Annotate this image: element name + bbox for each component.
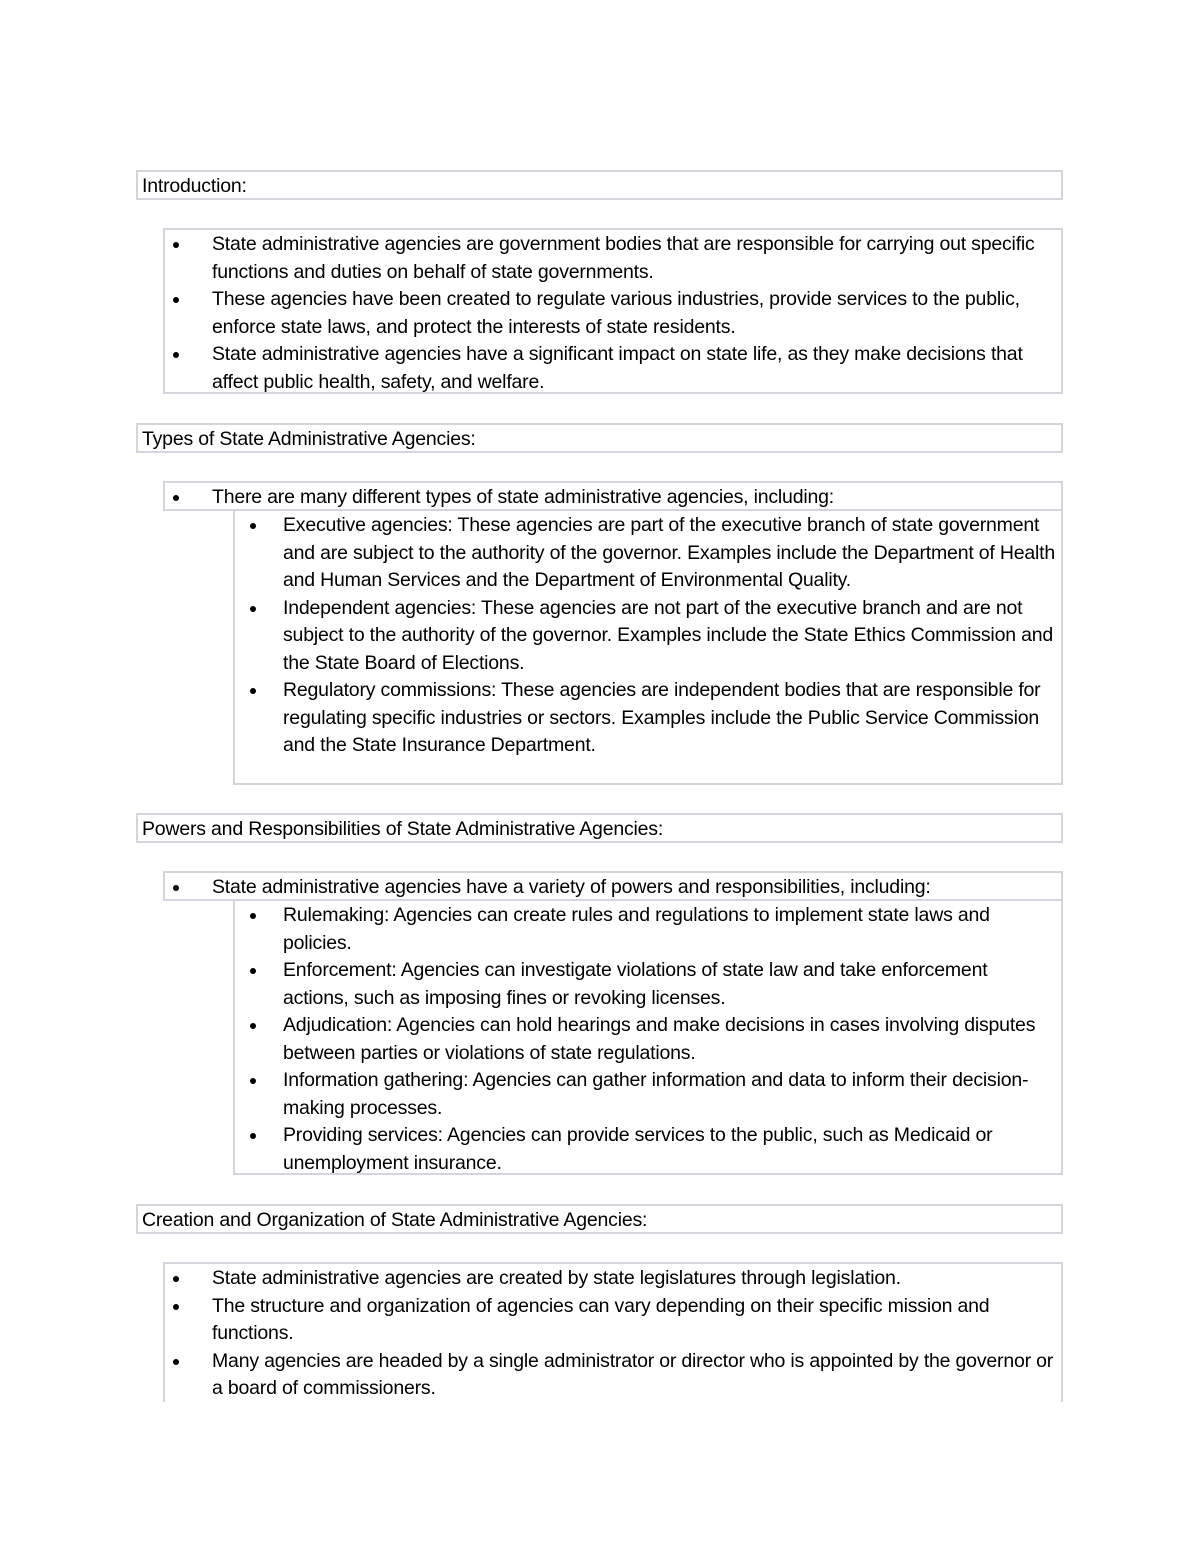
types-intro-list — [163, 481, 1063, 511]
bullet-icon — [250, 606, 256, 612]
list-item: There are many different types of state administrative agencies, including: — [165, 484, 1061, 512]
list-item: Regulatory commissions: These agencies are independent bodies that are responsible for regulating specific industries or sectors. Examples include the Public Service Commission and the State Insurance Department. — [235, 677, 1061, 760]
list-item: Enforcement: Agencies can investigate violations of state law and take enforcement actions, such as imposing fines or revoking licenses. — [235, 957, 1061, 1012]
bullet-icon — [173, 495, 179, 501]
bullet-icon — [173, 1359, 179, 1365]
list-item: Executive agencies: These agencies are part of the executive branch of state government and are subject to the authority of the governor. Examples include the Department of Health and Human Services and the Department of Environmental Quality. — [235, 512, 1061, 595]
bullet-icon — [173, 242, 179, 248]
bullet-icon — [173, 1304, 179, 1310]
bullet-icon — [173, 352, 179, 358]
bullet-icon — [250, 1023, 256, 1029]
list-item: The structure and organization of agencies can vary depending on their specific mission and functions. — [165, 1293, 1061, 1348]
section-heading-powers — [136, 813, 1063, 843]
powers-sublist — [233, 899, 1063, 1175]
types-sublist — [233, 509, 1063, 785]
heading-text: Powers and Responsibilities of State Administrative Agencies: — [142, 818, 664, 840]
section-heading-creation — [136, 1204, 1063, 1234]
bullet-icon — [250, 968, 256, 974]
heading-text: Introduction: — [142, 175, 247, 197]
section-heading-introduction — [136, 170, 1063, 200]
bullet-icon — [250, 1078, 256, 1084]
list-item: State administrative agencies have a significant impact on state life, as they make decisions that affect public health, safety, and welfare. — [165, 341, 1061, 396]
heading-text: Types of State Administrative Agencies: — [142, 428, 476, 450]
bullet-icon — [250, 913, 256, 919]
list-item: These agencies have been created to regulate various industries, provide services to the public, enforce state laws, and protect the interests of state residents. — [165, 286, 1061, 341]
introduction-list — [163, 228, 1063, 394]
creation-list — [163, 1262, 1063, 1402]
list-item: Information gathering: Agencies can gather information and data to inform their decision-making processes. — [235, 1067, 1061, 1122]
list-item: Rulemaking: Agencies can create rules and regulations to implement state laws and policies. — [235, 902, 1061, 957]
list-item: State administrative agencies have a variety of powers and responsibilities, including: — [165, 874, 1061, 902]
bullet-icon — [173, 1276, 179, 1282]
bullet-icon — [173, 297, 179, 303]
bullet-icon — [250, 1133, 256, 1139]
bullet-icon — [250, 688, 256, 694]
section-heading-types — [136, 423, 1063, 453]
list-item: State administrative agencies are created by state legislatures through legislation. — [165, 1265, 1061, 1293]
bullet-icon — [250, 523, 256, 529]
list-item: Independent agencies: These agencies are not part of the executive branch and are not subject to the authority of the governor. Examples include the State Ethics Commission and the State Board of Elections. — [235, 595, 1061, 678]
list-item: Adjudication: Agencies can hold hearings and make decisions in cases involving disputes between parties or violations of state regulations. — [235, 1012, 1061, 1067]
list-item: State administrative agencies are government bodies that are responsible for carrying out specific functions and duties on behalf of state governments. — [165, 231, 1061, 286]
bullet-icon — [173, 885, 179, 891]
heading-text: Creation and Organization of State Administrative Agencies: — [142, 1209, 648, 1231]
list-item: Providing services: Agencies can provide services to the public, such as Medicaid or unemployment insurance. — [235, 1122, 1061, 1177]
powers-intro-list — [163, 871, 1063, 901]
list-item: Many agencies are headed by a single administrator or director who is appointed by the governor or a board of commissioners. — [165, 1348, 1061, 1403]
